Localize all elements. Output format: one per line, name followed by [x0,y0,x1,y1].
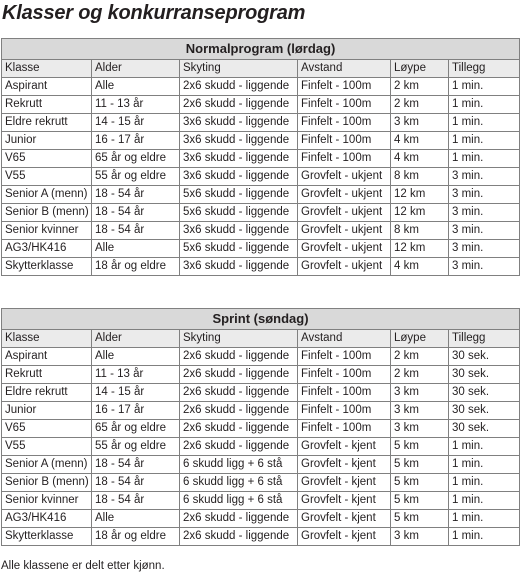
cell-tillegg: 1 min. [449,150,520,168]
cell-tillegg: 30 sek. [449,384,520,402]
cell-alder: 16 - 17 år [92,132,180,150]
cell-tillegg: 1 min. [449,96,520,114]
column-header: Avstand [298,60,391,78]
column-header: Klasse [2,60,92,78]
column-header-row [2,330,520,348]
table-row [2,204,520,222]
cell-tillegg: 3 min. [449,240,520,258]
cell-avstand: Finfelt - 100m [298,150,391,168]
table-row [2,492,520,510]
cell-tillegg: 3 min. [449,168,520,186]
cell-avstand: Finfelt - 100m [298,384,391,402]
cell-skyting: 2x6 skudd - liggende [180,348,298,366]
cell-skyting: 5x6 skudd - liggende [180,240,298,258]
cell-alder: 18 år og eldre [92,528,180,546]
cell-avstand: Grovfelt - kjent [298,510,391,528]
cell-tillegg: 1 min. [449,474,520,492]
cell-loype: 3 km [391,528,449,546]
cell-avstand: Grovfelt - ukjent [298,204,391,222]
table-row [2,186,520,204]
cell-loype: 2 km [391,366,449,384]
cell-alder: 11 - 13 år [92,96,180,114]
cell-avstand: Grovfelt - ukjent [298,240,391,258]
cell-alder: 18 - 54 år [92,474,180,492]
cell-klasse: Senior B (menn) [2,204,92,222]
table-row [2,384,520,402]
table-row [2,420,520,438]
table-row [2,168,520,186]
cell-tillegg: 1 min. [449,528,520,546]
cell-skyting: 6 skudd ligg + 6 stå [180,456,298,474]
table-row [2,456,520,474]
cell-klasse: V55 [2,438,92,456]
cell-loype: 5 km [391,510,449,528]
cell-tillegg: 1 min. [449,114,520,132]
cell-avstand: Finfelt - 100m [298,402,391,420]
table-row [2,96,520,114]
cell-alder: Alle [92,348,180,366]
page-title: Klasser og konkurranseprogram [2,2,306,24]
cell-klasse: V65 [2,420,92,438]
cell-skyting: 5x6 skudd - liggende [180,204,298,222]
cell-skyting: 2x6 skudd - liggende [180,438,298,456]
column-header: Tillegg [449,60,520,78]
cell-tillegg: 30 sek. [449,348,520,366]
cell-klasse: Eldre rekrutt [2,384,92,402]
table-caption: Normalprogram (lørdag) [2,39,520,60]
cell-klasse: V65 [2,150,92,168]
cell-klasse: V55 [2,168,92,186]
cell-avstand: Finfelt - 100m [298,132,391,150]
cell-avstand: Grovfelt - ukjent [298,258,391,276]
table-row [2,366,520,384]
cell-avstand: Grovfelt - kjent [298,438,391,456]
cell-tillegg: 30 sek. [449,420,520,438]
table-row [2,132,520,150]
cell-skyting: 6 skudd ligg + 6 stå [180,474,298,492]
cell-avstand: Grovfelt - kjent [298,474,391,492]
cell-skyting: 3x6 skudd - liggende [180,114,298,132]
table-row [2,258,520,276]
column-header: Tillegg [449,330,520,348]
cell-tillegg: 1 min. [449,492,520,510]
cell-loype: 2 km [391,78,449,96]
table-row [2,348,520,366]
cell-klasse: Skytterklasse [2,528,92,546]
cell-loype: 3 km [391,420,449,438]
cell-skyting: 3x6 skudd - liggende [180,168,298,186]
column-header: Alder [92,330,180,348]
table-row [2,240,520,258]
cell-skyting: 2x6 skudd - liggende [180,420,298,438]
cell-tillegg: 1 min. [449,510,520,528]
cell-loype: 4 km [391,150,449,168]
cell-tillegg: 30 sek. [449,402,520,420]
cell-loype: 3 km [391,114,449,132]
cell-alder: 18 - 54 år [92,204,180,222]
table-row [2,528,520,546]
cell-tillegg: 1 min. [449,456,520,474]
cell-skyting: 6 skudd ligg + 6 stå [180,492,298,510]
cell-klasse: AG3/HK416 [2,240,92,258]
cell-skyting: 2x6 skudd - liggende [180,528,298,546]
cell-loype: 2 km [391,348,449,366]
cell-avstand: Finfelt - 100m [298,420,391,438]
cell-alder: 14 - 15 år [92,384,180,402]
cell-klasse: Senior A (menn) [2,186,92,204]
cell-avstand: Finfelt - 100m [298,348,391,366]
cell-avstand: Grovfelt - kjent [298,528,391,546]
cell-skyting: 3x6 skudd - liggende [180,150,298,168]
cell-tillegg: 3 min. [449,222,520,240]
cell-klasse: Aspirant [2,78,92,96]
cell-tillegg: 1 min. [449,132,520,150]
cell-avstand: Finfelt - 100m [298,366,391,384]
cell-tillegg: 1 min. [449,78,520,96]
cell-alder: 16 - 17 år [92,402,180,420]
cell-skyting: 5x6 skudd - liggende [180,186,298,204]
table-row [2,510,520,528]
table-row [2,114,520,132]
cell-avstand: Finfelt - 100m [298,96,391,114]
cell-alder: 18 - 54 år [92,186,180,204]
cell-loype: 12 km [391,204,449,222]
cell-skyting: 3x6 skudd - liggende [180,258,298,276]
cell-klasse: Senior kvinner [2,492,92,510]
cell-klasse: Senior kvinner [2,222,92,240]
cell-skyting: 2x6 skudd - liggende [180,96,298,114]
cell-alder: 65 år og eldre [92,150,180,168]
cell-alder: Alle [92,78,180,96]
cell-loype: 5 km [391,474,449,492]
cell-loype: 8 km [391,168,449,186]
cell-alder: 65 år og eldre [92,420,180,438]
cell-skyting: 2x6 skudd - liggende [180,510,298,528]
cell-klasse: Skytterklasse [2,258,92,276]
cell-klasse: Eldre rekrutt [2,114,92,132]
cell-klasse: Junior [2,402,92,420]
column-header: Løype [391,60,449,78]
cell-alder: 55 år og eldre [92,438,180,456]
table-row [2,474,520,492]
cell-klasse: Rekrutt [2,96,92,114]
cell-alder: 11 - 13 år [92,366,180,384]
cell-tillegg: 3 min. [449,186,520,204]
cell-loype: 12 km [391,240,449,258]
cell-avstand: Grovfelt - kjent [298,492,391,510]
footnote: Alle klassene er delt etter kjønn. [1,560,165,572]
column-header: Løype [391,330,449,348]
cell-tillegg: 3 min. [449,258,520,276]
cell-klasse: Senior A (menn) [2,456,92,474]
cell-klasse: Aspirant [2,348,92,366]
table-row [2,78,520,96]
cell-klasse: Senior B (menn) [2,474,92,492]
cell-skyting: 2x6 skudd - liggende [180,384,298,402]
column-header: Skyting [180,60,298,78]
cell-tillegg: 3 min. [449,204,520,222]
table-row [2,222,520,240]
cell-skyting: 3x6 skudd - liggende [180,132,298,150]
cell-avstand: Grovfelt - kjent [298,456,391,474]
cell-alder: 18 år og eldre [92,258,180,276]
cell-avstand: Grovfelt - ukjent [298,168,391,186]
cell-loype: 5 km [391,438,449,456]
table-row [2,438,520,456]
cell-alder: 18 - 54 år [92,456,180,474]
cell-skyting: 2x6 skudd - liggende [180,78,298,96]
cell-alder: 18 - 54 år [92,222,180,240]
column-header: Alder [92,60,180,78]
normalprogram-table [1,38,520,276]
table-caption: Sprint (søndag) [2,309,520,330]
cell-tillegg: 30 sek. [449,366,520,384]
cell-loype: 2 km [391,96,449,114]
cell-loype: 4 km [391,132,449,150]
cell-klasse: Rekrutt [2,366,92,384]
cell-alder: Alle [92,240,180,258]
cell-klasse: AG3/HK416 [2,510,92,528]
cell-loype: 12 km [391,186,449,204]
column-header: Avstand [298,330,391,348]
cell-skyting: 3x6 skudd - liggende [180,222,298,240]
column-header-row [2,60,520,78]
column-header: Klasse [2,330,92,348]
cell-alder: 18 - 54 år [92,492,180,510]
table-row [2,150,520,168]
cell-alder: 14 - 15 år [92,114,180,132]
cell-klasse: Junior [2,132,92,150]
table-row [2,402,520,420]
cell-loype: 4 km [391,258,449,276]
cell-skyting: 2x6 skudd - liggende [180,402,298,420]
cell-avstand: Finfelt - 100m [298,78,391,96]
cell-skyting: 2x6 skudd - liggende [180,366,298,384]
column-header: Skyting [180,330,298,348]
sprint-table [1,308,520,546]
cell-avstand: Finfelt - 100m [298,114,391,132]
cell-alder: 55 år og eldre [92,168,180,186]
cell-alder: Alle [92,510,180,528]
cell-tillegg: 1 min. [449,438,520,456]
cell-loype: 3 km [391,402,449,420]
cell-loype: 5 km [391,456,449,474]
cell-avstand: Grovfelt - ukjent [298,222,391,240]
cell-avstand: Grovfelt - ukjent [298,186,391,204]
cell-loype: 8 km [391,222,449,240]
cell-loype: 3 km [391,384,449,402]
cell-loype: 5 km [391,492,449,510]
